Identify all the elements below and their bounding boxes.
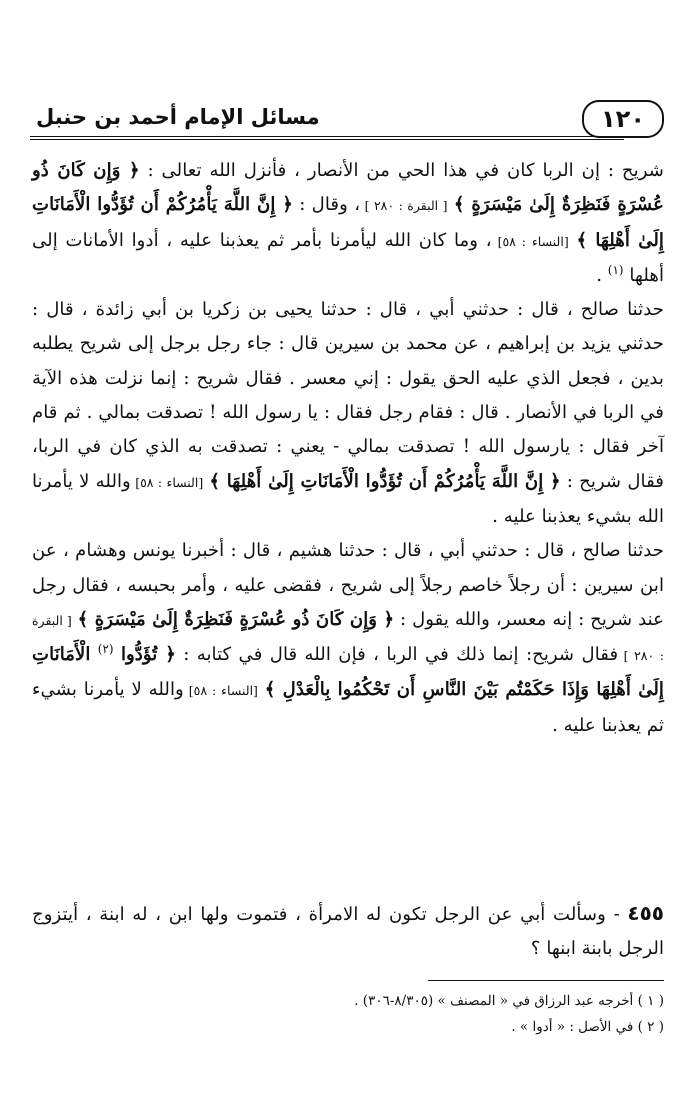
verse-reference: [ البقرة : ٢٨٠ ] — [360, 198, 448, 214]
text-run: ، وما كان الله ليأمرنا بأمر ثم يعذبنا عليه ، أدوا الأمانات إلى أهلها — [32, 229, 664, 286]
issue-text: - وسألت أبي عن الرجل تكون له الامرأة ، فتموت ولها ابن ، له ابنة ، أيتزوج الرجل بابنة ابنها ؟ — [32, 904, 664, 960]
header-rule — [30, 136, 624, 140]
text-run: والله لا يأمرنا الله بشيء يعذبنا عليه . — [32, 470, 664, 527]
footnote-divider — [428, 980, 664, 981]
paragraph-1 — [32, 154, 664, 293]
issue-455 — [32, 896, 664, 967]
quran-verse: ﴿ تُؤَدُّوا — [120, 644, 176, 666]
main-text — [32, 154, 664, 743]
verse-reference: [النساء : ٥٨] — [183, 683, 258, 699]
issue-number: ٤٥٥ — [627, 901, 664, 925]
footnote-marker: (١) — [607, 262, 624, 277]
quran-verse: ﴿ إِنَّ اللَّهَ يَأْمُرُكُمْ أَن تُؤَدُّوا الْأَمَانَاتِ إِلَىٰ أَهْلِهَا ﴾ — [209, 470, 561, 492]
book-title: مسائل الإمام أحمد بن حنبل — [36, 105, 320, 129]
footnote-marker: (٢) — [97, 642, 114, 657]
quran-verse: الْأَمَانَاتِ إِلَىٰ أَهْلِهَا وَإِذَا حَكَمْتُم بَيْنَ النَّاسِ أَن تَحْكُمُوا بِالْعَدْلِ ﴾ — [32, 644, 664, 701]
footnotes — [32, 988, 664, 1040]
verse-reference: [ البقرة : ٢٨٠ ] — [32, 612, 664, 664]
quran-verse: ﴿ إِنَّ اللَّهَ يَأْمُرُكُمْ أَن تُؤَدُّوا الْأَمَانَاتِ إِلَىٰ أَهْلِهَا ﴾ — [32, 194, 664, 251]
paragraph-2 — [32, 293, 664, 534]
text-run: حدثنا صالح ، قال : حدثني أبي ، قال : حدثنا يحيى بن زكريا بن أبي زائدة ، قال : حدثني يزيد بن إبراهيم ، عن محمد بن سيرين قال : جاء رجل برجل إلى شريح يطلبه بدين ، فجعل الذي عليه الحق يقول : إني معسر . فقال شريح : إنما نزلت هذه الآية في الربا في الأنصار . قال : فقام رجل فقال : يا رسول الله ! تصدقت بمالي . ثم قام آخر فقال : يارسول الله ! تصدقت بمالي - يعني : تصدقت به الذي كان في الربا، فقال شريح : — [32, 299, 664, 492]
page-header — [30, 98, 664, 140]
text-run: فقال شريح: إنما ذلك في الربا ، فإن الله قال في كتابه : — [175, 644, 619, 666]
footnote-1: ( ١ ) أخرجه عبد الرزاق في « المصنف » (٨/٣٠٥-٣٠٦) . — [354, 993, 664, 1009]
text-run: والله لا يأمرنا بشيء ثم يعذبنا عليه . — [32, 679, 664, 736]
text-run: شريح : إن الربا كان في هذا الحي من الأنصار ، فأنزل الله تعالى : — [139, 160, 664, 181]
page-number: ١٢٠ — [582, 100, 664, 138]
paragraph-3 — [32, 534, 664, 743]
text-run: حدثنا صالح ، قال : حدثني أبي ، قال : حدثنا هشيم ، قال : أخبرنا يونس وهشام ، عن ابن سيرين : أن رجلاً خاصم رجلاً إلى شريح ، فقضى عليه ، وأمر بحبسه ، فقال رجل عند شريح : إنه معسر، والله يقول : — [32, 540, 664, 630]
text-run: . — [596, 264, 602, 286]
verse-reference: [النساء : ٥٨] — [491, 233, 569, 249]
quran-verse: ﴿ وَإِن كَانَ ذُو عُسْرَةٍ فَنَظِرَةٌ إِلَىٰ مَيْسَرَةٍ ﴾ — [77, 608, 395, 630]
text-run: ، وقال : — [292, 194, 361, 216]
quran-verse: ﴿ وَإِن كَانَ ذُو عُسْرَةٍ فَنَظِرَةٌ إِلَىٰ مَيْسَرَةٍ ﴾ — [32, 160, 664, 216]
footnote-2: ( ٢ ) في الأصل : « أدوا » . — [511, 1019, 664, 1035]
verse-reference: [النساء : ٥٨] — [130, 474, 204, 490]
